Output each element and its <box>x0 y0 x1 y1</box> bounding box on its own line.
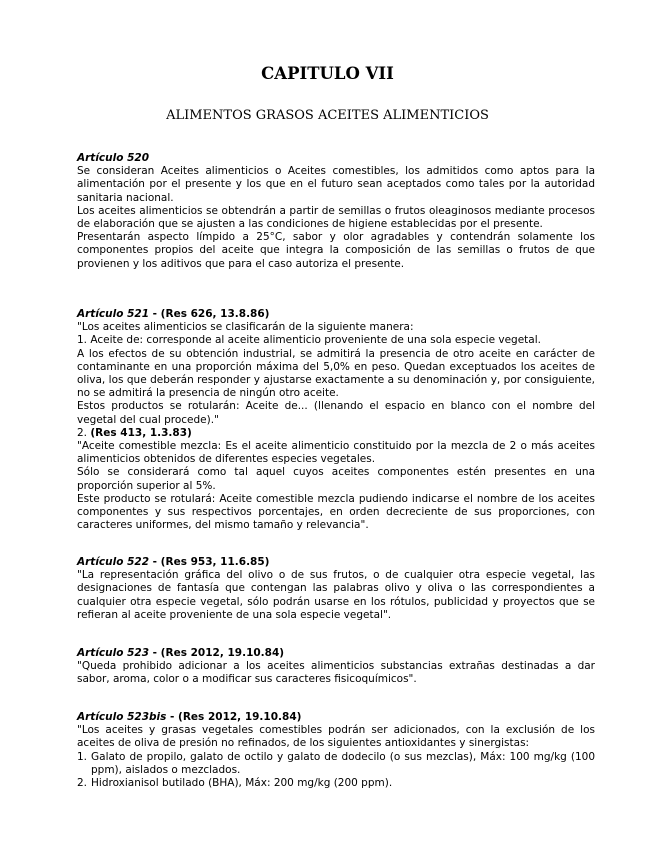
article-521-item-2-number: 2. <box>77 426 91 439</box>
list-item-number: 1. <box>77 750 88 763</box>
article-521-paragraph-5 <box>77 427 595 440</box>
article-523-title <box>77 647 595 660</box>
article-521-label: Artículo 521 <box>77 308 150 320</box>
list-item-number: 2. <box>77 777 88 790</box>
article-521-paragraph-3: A los efectos de su obtención industrial, se admitirá la presencia de otro aceite en carácter de contaminante en una proporción máxima del 5,0% en peso. Quedan exceptuados los aceites de oliva, los que deberán responder y ajustarse exactamente a su denominación y, por consiguiente, no se admitirá la presencia de ningún otro aceite. <box>77 347 595 400</box>
article-522-paragraph-1: "La representación gráfica del olivo o de sus frutos, o de cualquier otra especie vegetal, las designaciones de fantasía que contengan las palabras olivo y oliva o las correspondientes a cualquier otra especie vegetal, sólo podrán usarse en los rótulos, publicidad y proyectos que se refieran al aceite proveniente de una sola especie vegetal". <box>77 569 595 621</box>
list-item <box>77 777 595 790</box>
article-522-title <box>77 556 595 569</box>
article-520-title <box>77 152 595 165</box>
article-521-paragraph-1: "Los aceites alimenticios se clasificarán de la siguiente manera: <box>77 321 414 334</box>
article-523-reference: - (Res 2012, 19.10.84) <box>149 647 285 659</box>
article-523bis-paragraph-1: "Los aceites y grasas vegetales comestibles podrán ser adicionados, con la exclusión de los aceites de oliva de presión no refinados, de los siguientes antioxidantes y sinergistas: <box>77 724 595 750</box>
article-521-paragraph-4: Estos productos se rotularán: Aceite de... (llenando el espacio en blanco con el nombre del vegetal del cual procede)." <box>77 400 595 426</box>
article-523bis-title <box>77 711 595 724</box>
list-item-text: Hidroxianisol butilado (BHA), Máx: 200 mg/kg (200 ppm). <box>91 777 393 790</box>
list-item <box>77 751 595 777</box>
article-520 <box>77 152 595 271</box>
article-521-title <box>77 308 595 321</box>
article-521-paragraph-6: "Aceite comestible mezcla: Es el aceite alimenticio constituido por la mezcla de 2 o más aceites alimenticios obtenidos de diferentes especies vegetales. <box>77 440 595 466</box>
article-521-reference: - (Res 626, 13.8.86) <box>149 308 270 320</box>
article-522 <box>77 556 595 622</box>
article-523-paragraph-1: "Queda prohibido adicionar a los aceites alimenticios substancias extrañas destinadas a dar sabor, aroma, color o a modificar sus caracteres fisicoquímicos". <box>77 660 595 686</box>
chapter-title: CAPITULO VII <box>261 64 394 83</box>
article-523-label: Artículo 523 <box>77 647 150 659</box>
article-522-label: Artículo 522 <box>77 556 150 568</box>
article-520-paragraph-1: Se consideran Aceites alimenticios o Aceites comestibles, los admitidos como aptos para la alimentación por el presente y los que en el futuro sean aceptados como tales por la autoridad sanitaria nacional. <box>77 165 595 204</box>
list-item-text: Galato de propilo, galato de octilo y galato de dodecilo (o sus mezclas), Máx: 100 mg/kg (100 ppm), aislados o mezclados. <box>91 750 595 776</box>
article-521-paragraph-8: Este producto se rotulará: Aceite comestible mezcla pudiendo indicarse el nombre de los aceites componentes y sus respectivos porcentajes, en orden decreciente de sus proporciones, con caracteres uniformes, del mismo tamaño y relevancia". <box>77 492 595 532</box>
article-523bis-reference: - (Res 2012, 19.10.84) <box>166 711 302 723</box>
article-520-paragraph-3: Presentarán aspecto límpido a 25°C, sabor y olor agradables y contendrán solamente los componentes propios del aceite que integra la composición de las semillas o frutos de que provienen y los aditivos que para el caso autoriza el presente. <box>77 231 595 270</box>
chapter-subtitle: ALIMENTOS GRASOS ACEITES ALIMENTICIOS <box>166 108 489 123</box>
article-520-paragraph-2: Los aceites alimenticios se obtendrán a partir de semillas o frutos oleaginosos mediante procesos de elaboración que se ajusten a las condiciones de higiene establecidas por el presente. <box>77 204 595 231</box>
article-521 <box>77 308 595 532</box>
article-523bis-label: Artículo 523bis <box>77 711 167 723</box>
article-521-item-2-reference: (Res 413, 1.3.83) <box>90 426 192 439</box>
article-522-reference: - (Res 953, 11.6.85) <box>149 556 270 568</box>
article-523bis <box>77 711 595 790</box>
article-521-paragraph-7: Sólo se considerará como tal aquel cuyos aceites componentes estén presentes en una proporción superior al 5%. <box>77 466 595 492</box>
article-520-label: Artículo 520 <box>77 152 150 164</box>
article-523 <box>77 647 595 687</box>
article-521-paragraph-2: 1. Aceite de: corresponde al aceite alimenticio proveniente de una sola especie vegetal. <box>77 334 541 347</box>
